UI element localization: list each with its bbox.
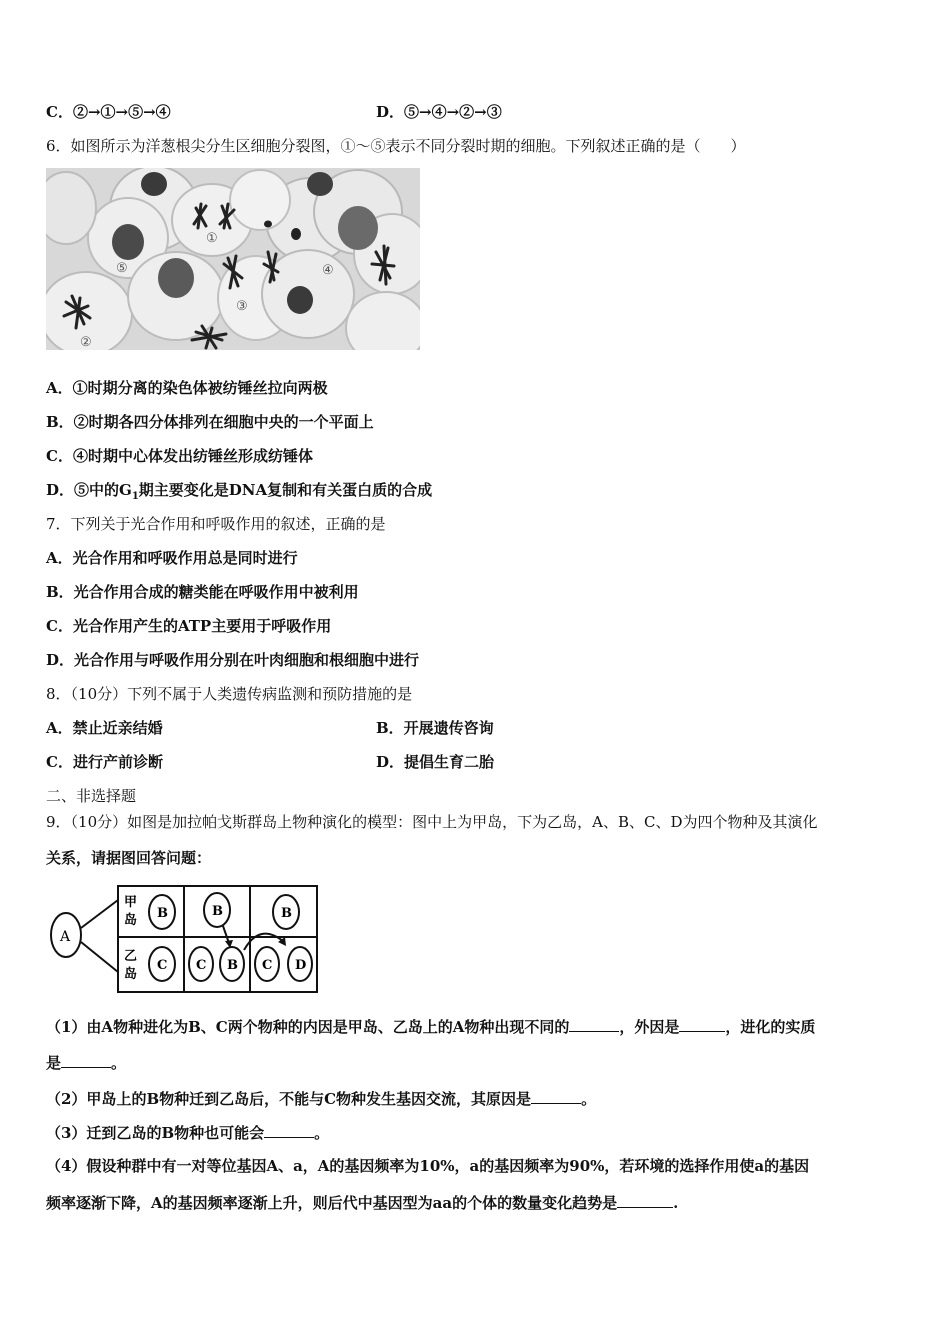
bottom-species-4: C (262, 958, 273, 973)
q7-option-c: C．光合作用产生的ATP主要用于呼吸作用 (46, 617, 332, 635)
onion-root-tip-cells-image (46, 168, 420, 350)
q9-part4-text: 频率逐渐下降，A的基因频率逐渐上升，则后代中基因型为aa的个体的数量变化趋势是 (46, 1194, 618, 1212)
q8-option-a: A．禁止近亲结婚 (46, 719, 163, 737)
answer-blank-3[interactable] (61, 1052, 111, 1068)
q6-option-d (46, 480, 432, 507)
q8-option-d: D．提倡生育二胎 (376, 753, 495, 771)
bottom-species-3: B (227, 958, 238, 973)
island-jia-1: 甲 (124, 895, 138, 910)
q9-part4-end: . (673, 1194, 679, 1212)
q9-evolution-diagram (46, 880, 326, 998)
q6-stem: 6．如图所示为洋葱根尖分生区细胞分裂图，①～⑤表示不同分裂时期的细胞。下列叙述正确的是（ ） (46, 137, 746, 155)
answer-blank-4[interactable] (531, 1088, 581, 1104)
q9-part1-text-d: 是 (46, 1054, 62, 1072)
q7-option-d: D．光合作用与呼吸作用分别在叶肉细胞和根细胞中进行 (46, 651, 420, 669)
q6-micrograph (46, 168, 420, 350)
label-4: ④ (322, 263, 334, 278)
q5-option-d: D．⑤→④→②→③ (376, 103, 502, 121)
q9-part2 (46, 1088, 596, 1109)
q6-option-c: C．④时期中心体发出纺锤丝形成纺锤体 (46, 447, 313, 465)
label-5: ⑤ (116, 261, 128, 276)
answer-blank-5[interactable] (264, 1122, 314, 1138)
q6-option-d-suffix: 期主要变化是DNA复制和有关蛋白质的合成 (138, 481, 433, 499)
answer-blank-6[interactable] (617, 1192, 673, 1208)
q9-part1-text-a: （1）由A物种进化为B、C两个物种的内因是甲岛、乙岛上的A物种出现不同的 (46, 1018, 570, 1036)
q9-part1-line2 (46, 1052, 126, 1073)
q8-option-b: B．开展遗传咨询 (376, 719, 494, 737)
q8-option-c: C．进行产前诊断 (46, 753, 163, 771)
bottom-species-5: D (295, 958, 307, 973)
top-species-3: B (281, 906, 292, 921)
q9-stem-line1: 9．（10分）如图是加拉帕戈斯群岛上物种演化的模型：图中上为甲岛，下为乙岛，A、B、C、D为四个物种及其演化 (46, 813, 818, 831)
answer-blank-2[interactable] (679, 1016, 725, 1032)
island-species-diagram (46, 880, 326, 998)
q8-stem: 8．（10分）下列不属于人类遗传病监测和预防措施的是 (46, 685, 413, 703)
q6-option-a: A．①时期分离的染色体被纺锤丝拉向两极 (46, 379, 328, 397)
q9-part4-line2 (46, 1192, 678, 1213)
answer-blank-1[interactable] (569, 1016, 619, 1032)
bottom-species-2: C (196, 958, 207, 973)
top-species-1: B (157, 906, 168, 921)
q9-part1-line1 (46, 1016, 815, 1037)
q9-part3 (46, 1122, 329, 1143)
island-yi-1: 乙 (124, 949, 138, 964)
label-1: ① (206, 231, 218, 246)
q7-option-a: A．光合作用和呼吸作用总是同时进行 (46, 549, 298, 567)
q9-part2-end: 。 (581, 1090, 597, 1108)
q5-option-c: C．②→①→⑤→④ (46, 103, 171, 121)
section-title: 二、非选择题 (46, 787, 137, 805)
q9-part1-text-e: 。 (111, 1054, 127, 1072)
q9-part3-text: （3）迁到乙岛的B物种也可能会 (46, 1124, 265, 1142)
q9-stem-line2: 关系，请据图回答问题： (46, 849, 212, 867)
q7-option-b: B．光合作用合成的糖类能在呼吸作用中被利用 (46, 583, 359, 601)
q9-part3-end: 。 (314, 1124, 330, 1142)
label-2: ② (80, 335, 92, 350)
q9-part2-text: （2）甲岛上的B物种迁到乙岛后，不能与C物种发生基因交流，其原因是 (46, 1090, 532, 1108)
q6-option-d-subscript: 1 (131, 491, 139, 502)
label-3: ③ (236, 299, 248, 314)
island-jia-2: 岛 (124, 913, 138, 928)
q9-part4-line1: （4）假设种群中有一对等位基因A、a，A的基因频率为10%，a的基因频率为90%，若环境的选择作用使a的基因 (46, 1157, 810, 1175)
q9-part1-text-b: ，外因是 (619, 1018, 680, 1036)
bottom-species-1: C (157, 958, 168, 973)
top-species-2: B (212, 904, 223, 919)
q6-option-b: B．②时期各四分体排列在细胞中央的一个平面上 (46, 413, 374, 431)
q9-part1-text-c: ，进化的实质 (725, 1018, 816, 1036)
island-yi-2: 岛 (124, 967, 138, 982)
q7-stem: 7．下列关于光合作用和呼吸作用的叙述，正确的是 (46, 515, 386, 533)
origin-label: A (60, 929, 71, 945)
q6-option-d-prefix: D．⑤中的G (46, 481, 132, 499)
